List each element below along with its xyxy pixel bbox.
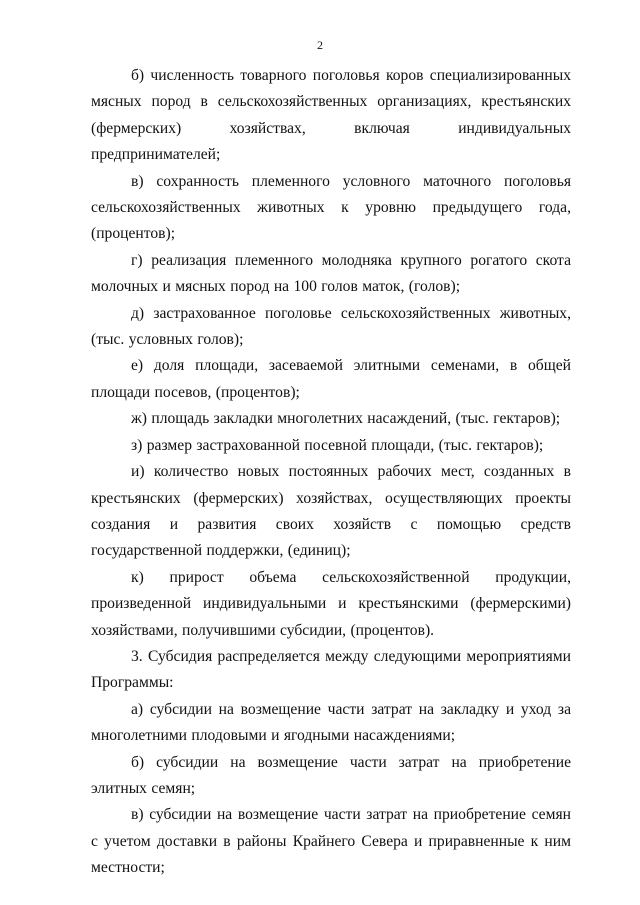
paragraph-a-orchards-subsidy: а) субсидии на возмещение части затрат на закладку и уход за многолетними плодовыми и ягодными насаждениями; bbox=[91, 700, 571, 745]
paragraph-z-insured-sown-area: з) размер застрахованной посевной площади, (тыс. гектаров); bbox=[131, 436, 544, 454]
page-number: 2 bbox=[317, 38, 323, 52]
paragraph-g-young-cattle: г) реализация племенного молодняка крупного рогатого скота молочных и мясных пород на 100 голов маток, (голов); bbox=[91, 251, 571, 296]
paragraph-3-subsidy-distribution: 3. Субсидия распределяется между следующими мероприятиями Программы: bbox=[91, 647, 571, 692]
paragraph-e-elite-seeds-share: е) доля площади, засеваемой элитными семенами, в общей площади посевов, (процентов); bbox=[91, 357, 571, 401]
paragraph-b-elite-seeds-subsidy: б) субсидии на возмещение части затрат на приобретение элитных семян; bbox=[91, 753, 571, 797]
paragraph-v-breeding-stock: в) сохранность племенного условного маточного поголовья сельскохозяйственных животных к уровню предыдущего года, (процентов); bbox=[91, 172, 571, 243]
paragraph-zh-perennial-plantings: ж) площадь закладки многолетних насаждений, (тыс. гектаров); bbox=[131, 410, 561, 428]
paragraph-k-production-growth: к) прирост объема сельскохозяйственной продукции, произведенной индивидуальными и крестьянскими (фермерскими) хозяйствами, получившими субсидии, (процентов). bbox=[91, 568, 571, 639]
document-body bbox=[91, 63, 571, 882]
paragraph-b-meat-cows: б) численность товарного поголовья коров специализированных мясных пород в сельскохозяйственных организациях, крестьянских (фермерских) хозяйствах, включая индивидуальных предпринимателей; bbox=[91, 67, 571, 164]
paragraph-i-new-jobs: и) количество новых постоянных рабочих мест, созданных в крестьянских (фермерских) хозяйствах, осуществляющих проекты создания и развития своих хозяйств с помощью средств государственной поддержки, (единиц); bbox=[91, 463, 571, 560]
paragraph-d-insured-livestock: д) застрахованное поголовье сельскохозяйственных животных, (тыс. условных голов); bbox=[91, 304, 571, 349]
paragraph-v-seeds-delivery-subsidy: в) субсидии на возмещение части затрат на приобретение семян с учетом доставки в районы Крайнего Севера и приравненные к ним местности; bbox=[91, 806, 571, 877]
